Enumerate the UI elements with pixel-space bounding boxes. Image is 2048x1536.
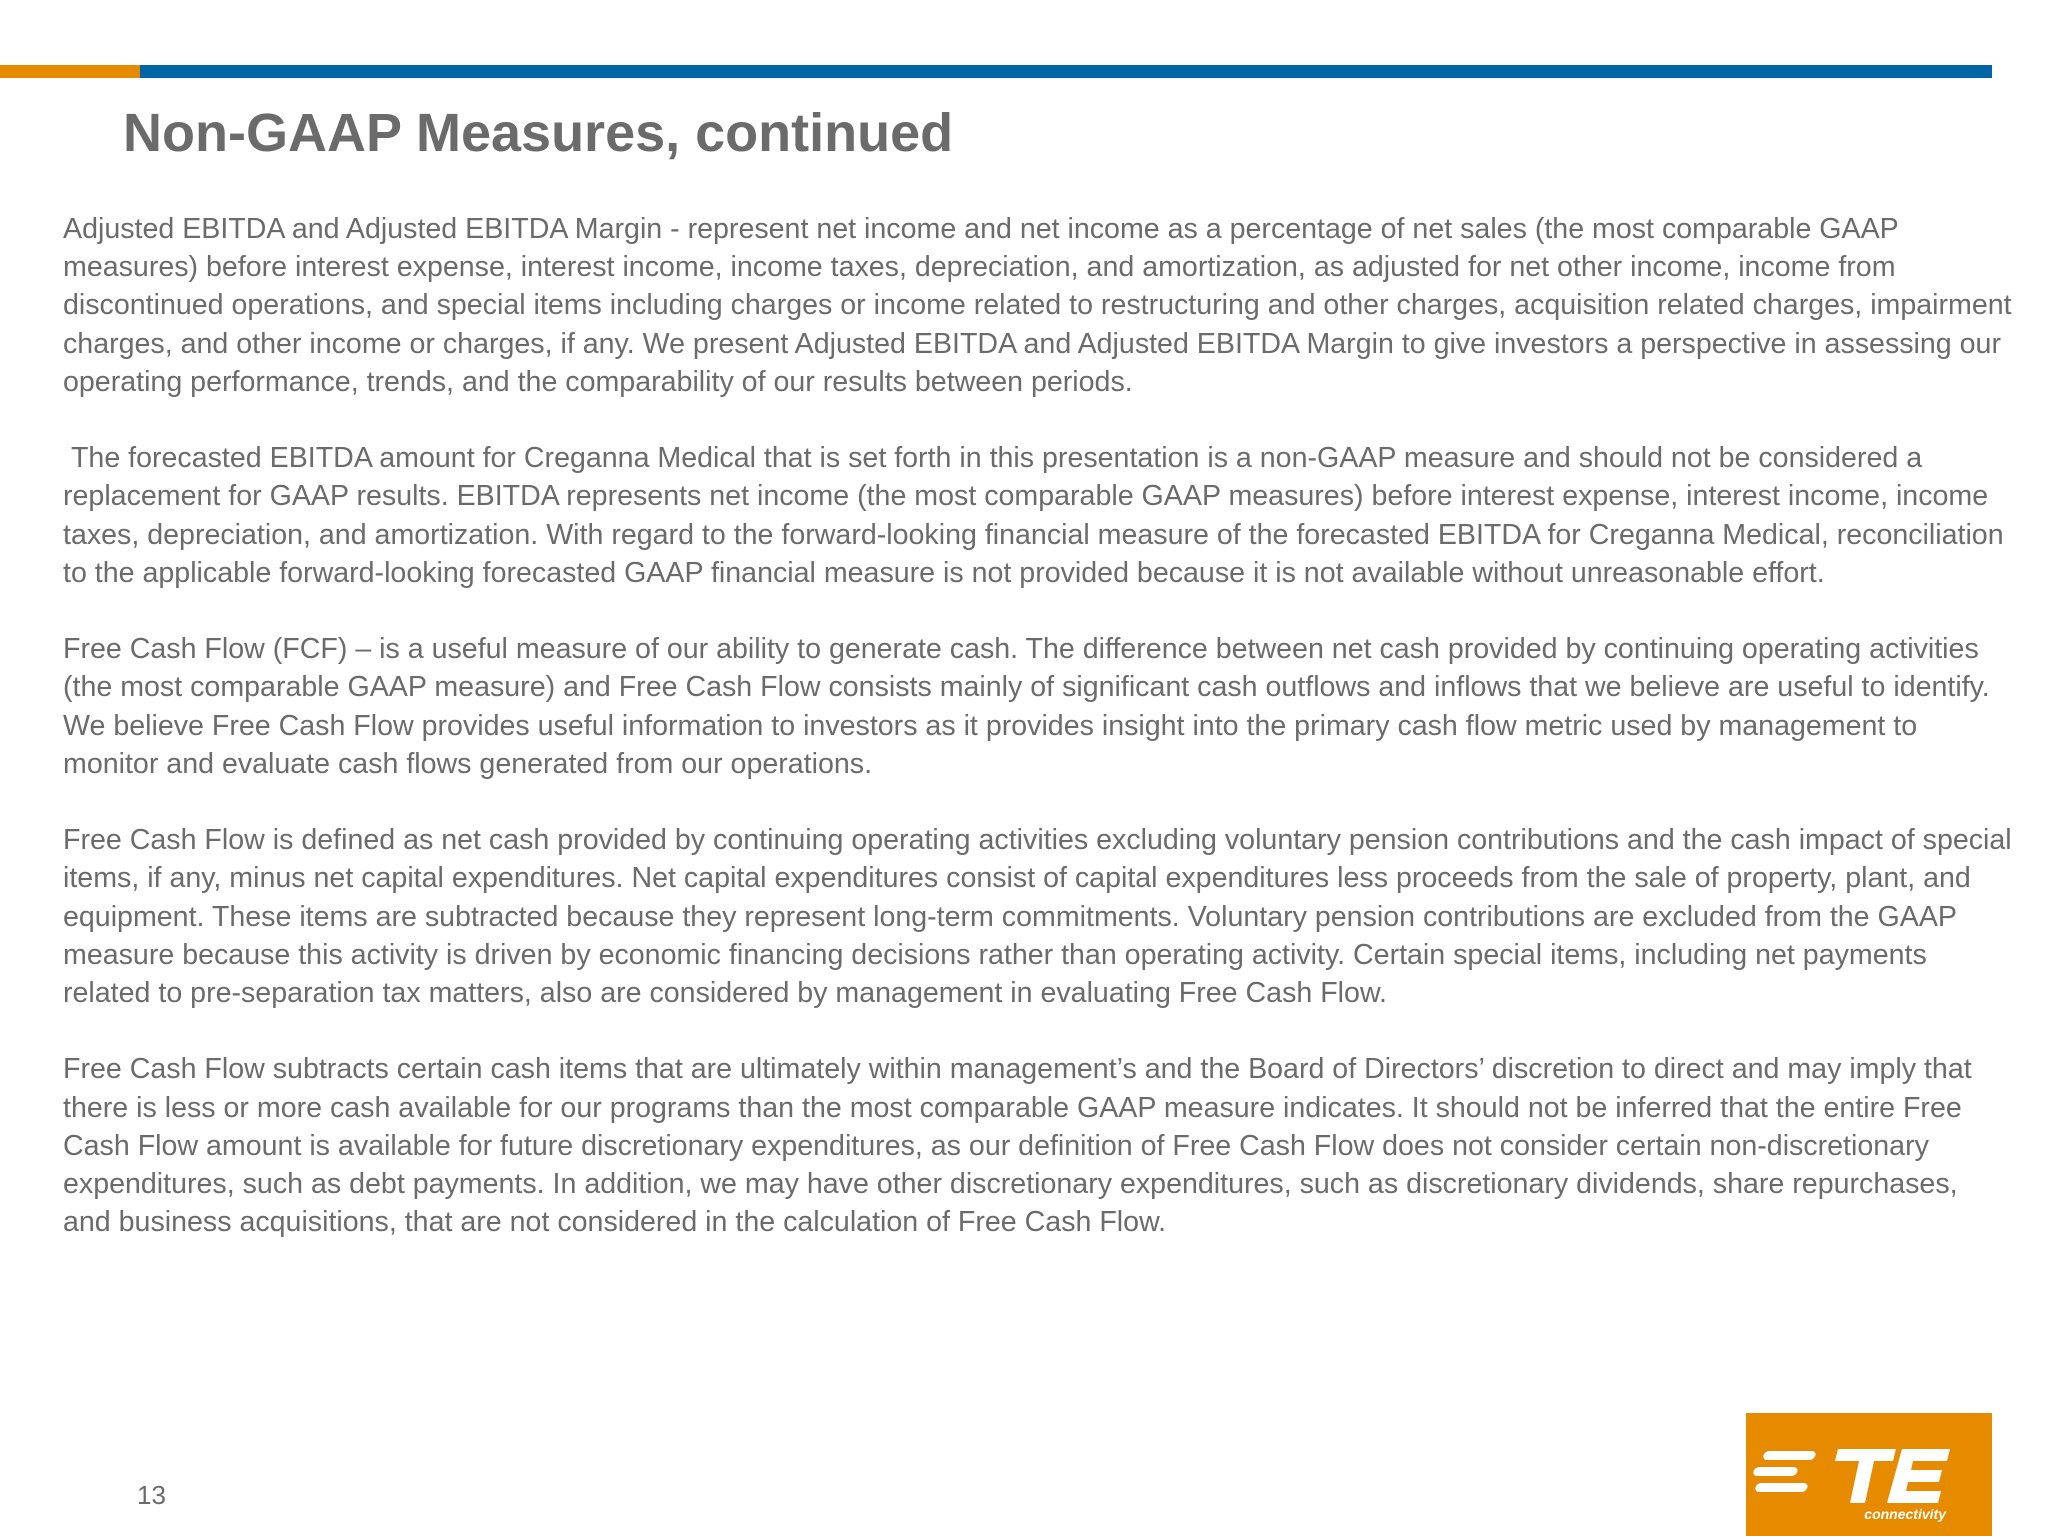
body-text: [63, 210, 2013, 1280]
paragraph-free-cash-flow-limitations: Free Cash Flow subtracts certain cash items that are ultimately within management’s and the Board of Directors’ discretion to direct and may imply that there is less or more cash available for our programs than the most comparable GAAP measure indicates. It should not be inferred that the entire Free Cash Flow amount is available for future discretionary expenditures, as our definition of Free Cash Flow does not consider certain non-discretionary expenditures, such as debt payments. In addition, we may have other discretionary expenditures, such as discretionary dividends, share repurchases, and business acquisitions, that are not considered in the calculation of Free Cash Flow.: [63, 1053, 1972, 1239]
header-accent-bar: [0, 65, 1992, 78]
logo-subtext: connectivity: [1864, 1506, 1946, 1522]
paragraph-adjusted-ebitda: Adjusted EBITDA and Adjusted EBITDA Margin - represent net income and net income as a percentage of net sales (the most comparable GAAP measures) before interest expense, interest income, income taxes, depreciation, and amortization, as adjusted for net other income, income from discontinued operations, and special items including charges or income related to restructuring and other charges, acquisition related charges, impairment charges, and other income or charges, if any. We present Adjusted EBITDA and Adjusted EBITDA Margin to give investors a perspective in assessing our operating performance, trends, and the comparability of our results between periods.: [63, 213, 2012, 398]
page-number: 13: [137, 1480, 166, 1510]
paragraph-free-cash-flow-usefulness: Free Cash Flow (FCF) – is a useful measure of our ability to generate cash. The difference between net cash provided by continuing operating activities (the most comparable GAAP measure) and Free Cash Flow consists mainly of significant cash outflows and inflows that we believe are useful to identify. We believe Free Cash Flow provides useful information to investors as it provides insight into the primary cash flow metric used by management to monitor and evaluate cash flows generated from our operations.: [63, 633, 1990, 780]
paragraph-forecasted-ebitda: The forecasted EBITDA amount for Creganna Medical that is set forth in this presentation is a non-GAAP measure and should not be considered a replacement for GAAP results. EBITDA represents net income (the most comparable GAAP measures) before interest expense, interest income, income taxes, depreciation, and amortization. With regard to the forward-looking financial measure of the forecasted EBITDA for Creganna Medical, reconciliation to the applicable forward-looking forecasted GAAP financial measure is not provided because it is not available without unreasonable effort.: [63, 442, 2004, 589]
paragraph-free-cash-flow-definition: Free Cash Flow is defined as net cash provided by continuing operating activities excluding voluntary pension contributions and the cash impact of special items, if any, minus net capital expenditures. Net capital expenditures consist of capital expenditures less proceeds from the sale of property, plant, and equipment. These items are subtracted because they represent long-term commitments. Voluntary pension contributions are excluded from the GAAP measure because this activity is driven by economic financing decisions rather than operating activity. Certain special items, including net payments related to pre-separation tax matters, also are considered by management in evaluating Free Cash Flow.: [63, 824, 2012, 1010]
te-connectivity-logo: [1746, 1413, 1992, 1536]
page-title: Non-GAAP Measures, continued: [123, 103, 954, 163]
header-accent-orange: [0, 65, 140, 78]
header-accent-blue: [140, 65, 1992, 78]
